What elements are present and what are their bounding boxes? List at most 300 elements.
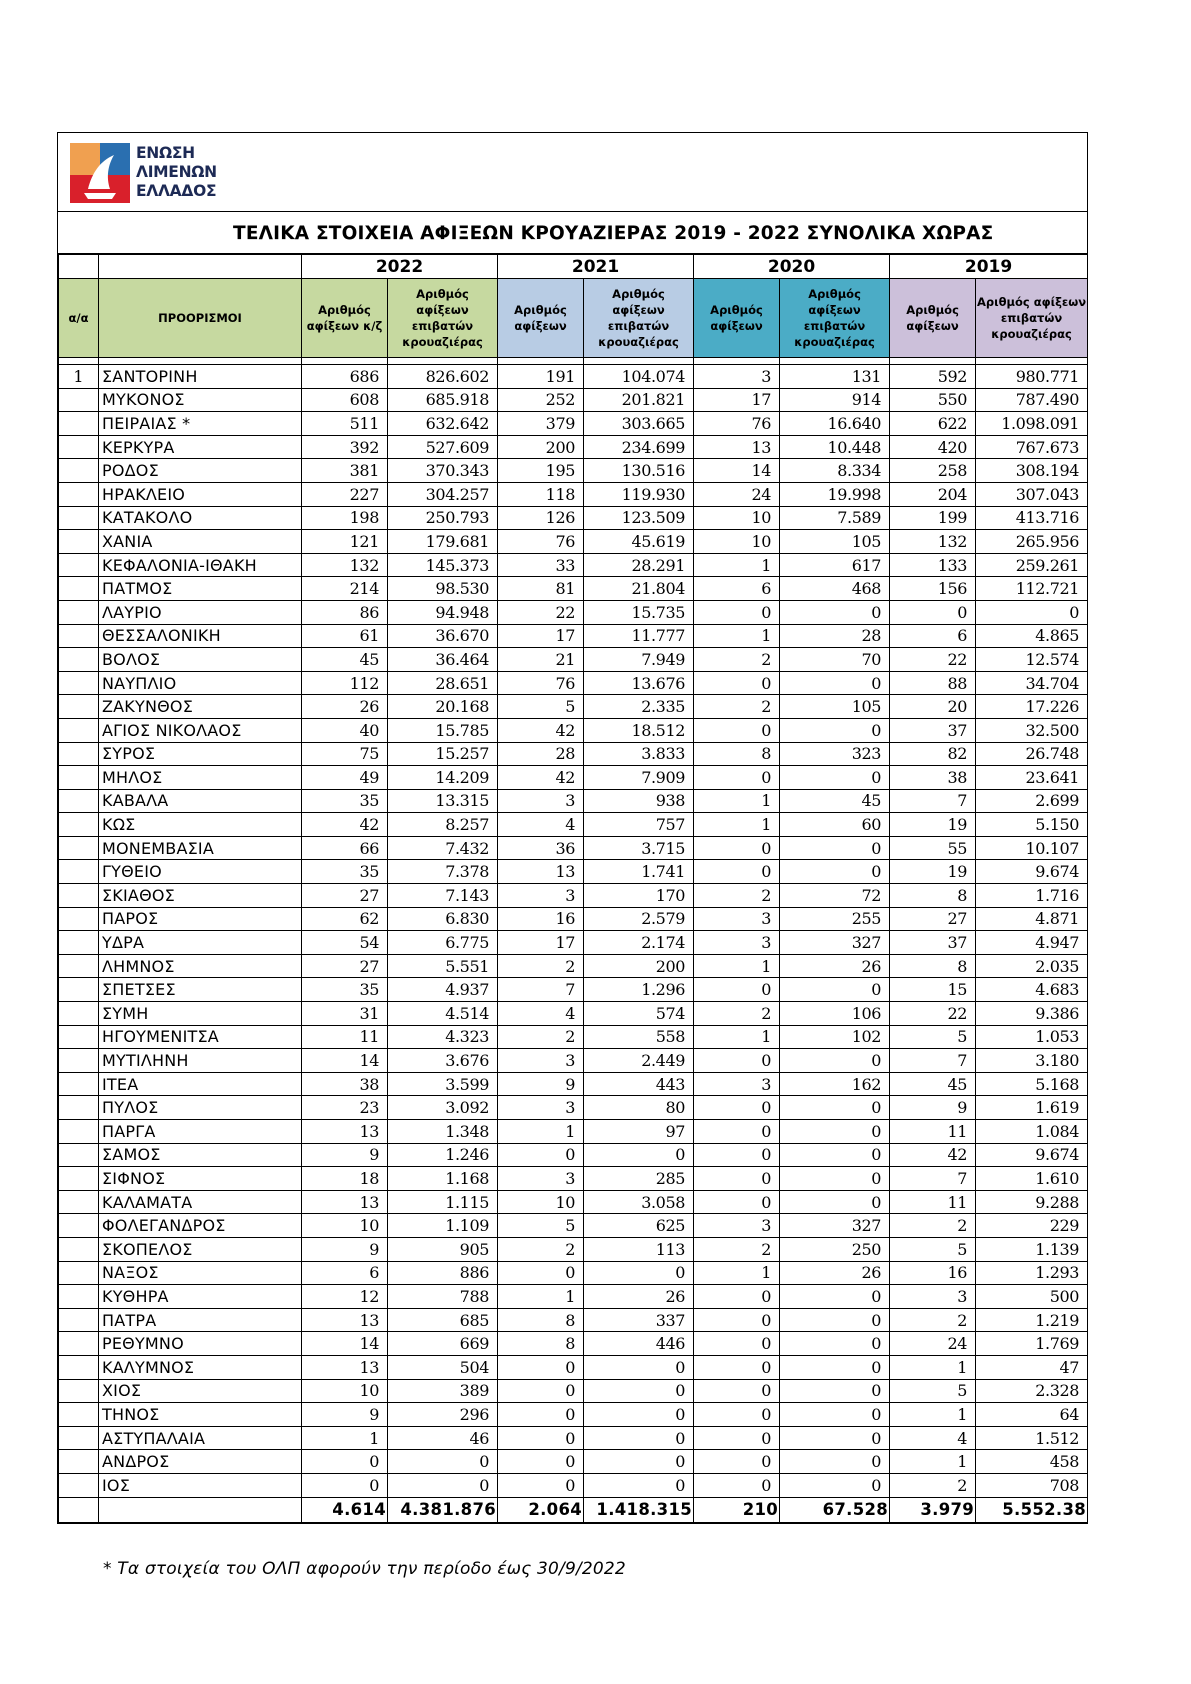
value-cell: 40 <box>302 718 388 742</box>
table-row <box>59 860 1088 884</box>
value-cell: 76 <box>694 412 780 436</box>
value-cell: 379 <box>498 412 584 436</box>
table-row <box>59 954 1088 978</box>
value-cell: 33 <box>498 553 584 577</box>
value-cell: 1 <box>302 1426 388 1450</box>
value-cell: 0 <box>780 671 890 695</box>
value-cell: 15.257 <box>388 742 498 766</box>
row-index <box>59 435 99 459</box>
value-cell: 0 <box>388 1473 498 1497</box>
value-cell: 1 <box>694 1025 780 1049</box>
value-cell: 198 <box>302 506 388 530</box>
row-index <box>59 1332 99 1356</box>
destination-name: ΑΝΔΡΟΣ <box>99 1450 302 1474</box>
value-cell: 42 <box>498 766 584 790</box>
value-cell: 97 <box>584 1120 694 1144</box>
value-cell: 2.035 <box>976 954 1088 978</box>
value-cell: 2.449 <box>584 1049 694 1073</box>
value-cell: 31 <box>302 1002 388 1026</box>
value-cell: 179.681 <box>388 530 498 554</box>
value-cell: 0 <box>694 860 780 884</box>
value-cell: 527.609 <box>388 435 498 459</box>
value-cell: 10 <box>302 1214 388 1238</box>
value-cell: 1.293 <box>976 1261 1088 1285</box>
value-cell: 1.348 <box>388 1120 498 1144</box>
value-cell: 1.741 <box>584 860 694 884</box>
total-cell: 4.381.876 <box>388 1497 498 1522</box>
table-row <box>59 1403 1088 1427</box>
total-cell: 5.552.38 <box>976 1497 1088 1522</box>
destination-name: ΣΑΝΤΟΡΙΝΗ <box>99 365 302 389</box>
value-cell: 121 <box>302 530 388 554</box>
row-index <box>59 530 99 554</box>
table-row <box>59 1332 1088 1356</box>
destination-name: ΚΕΦΑΛΟΝΙΑ-ΙΘΑΚΗ <box>99 553 302 577</box>
value-cell: 88 <box>890 671 976 695</box>
row-index <box>59 459 99 483</box>
value-cell: 14.209 <box>388 766 498 790</box>
table-row <box>59 1167 1088 1191</box>
row-index <box>59 1426 99 1450</box>
value-cell: 38 <box>890 766 976 790</box>
value-cell: 10 <box>694 530 780 554</box>
value-cell: 105 <box>780 695 890 719</box>
destination-name: ΠΕΙΡΑΙΑΣ * <box>99 412 302 436</box>
value-cell: 82 <box>890 742 976 766</box>
value-cell: 1 <box>890 1355 976 1379</box>
value-cell: 98.530 <box>388 577 498 601</box>
logo-text <box>136 144 217 201</box>
value-cell: 1 <box>694 954 780 978</box>
value-cell: 9 <box>302 1403 388 1427</box>
blank-cell <box>59 255 99 279</box>
value-cell: 112.721 <box>976 577 1088 601</box>
totals-row <box>59 1497 1088 1522</box>
value-cell: 61 <box>302 624 388 648</box>
table-row <box>59 978 1088 1002</box>
value-cell: 119.930 <box>584 482 694 506</box>
destination-name: ΗΡΑΚΛΕΙΟ <box>99 482 302 506</box>
value-cell: 250 <box>780 1237 890 1261</box>
destination-name: ΜΗΛΟΣ <box>99 766 302 790</box>
table-row <box>59 1072 1088 1096</box>
value-cell: 123.509 <box>584 506 694 530</box>
value-cell: 0 <box>694 1332 780 1356</box>
value-cell: 9 <box>498 1072 584 1096</box>
value-cell: 9.674 <box>976 1143 1088 1167</box>
table-row <box>59 506 1088 530</box>
table-row <box>59 1450 1088 1474</box>
destination-name: ΜΥΤΙΛΗΝΗ <box>99 1049 302 1073</box>
value-cell: 47 <box>976 1355 1088 1379</box>
value-cell: 7.143 <box>388 884 498 908</box>
value-cell: 3.676 <box>388 1049 498 1073</box>
value-cell: 0 <box>890 600 976 624</box>
value-cell: 5.551 <box>388 954 498 978</box>
value-cell: 0 <box>694 1379 780 1403</box>
value-cell: 0 <box>694 718 780 742</box>
destination-name: ΚΑΤΑΚΟΛΟ <box>99 506 302 530</box>
value-cell: 37 <box>890 718 976 742</box>
value-cell: 443 <box>584 1072 694 1096</box>
value-cell: 15.735 <box>584 600 694 624</box>
value-cell: 1 <box>890 1450 976 1474</box>
value-cell: 622 <box>890 412 976 436</box>
table-row <box>59 1308 1088 1332</box>
value-cell: 15.785 <box>388 718 498 742</box>
header-arrivals-2021: Αριθμός αφίξεων <box>498 279 584 358</box>
value-cell: 0 <box>694 1450 780 1474</box>
value-cell: 308.194 <box>976 459 1088 483</box>
value-cell: 0 <box>584 1355 694 1379</box>
value-cell: 708 <box>976 1473 1088 1497</box>
value-cell: 54 <box>302 931 388 955</box>
value-cell: 0 <box>584 1403 694 1427</box>
header-passengers-2019: Αριθμός αφίξεων επιβατών κρουαζιέρας <box>976 279 1088 358</box>
value-cell: 4.871 <box>976 907 1088 931</box>
value-cell: 0 <box>498 1143 584 1167</box>
value-cell: 1.296 <box>584 978 694 1002</box>
value-cell: 35 <box>302 860 388 884</box>
total-cell: 67.528 <box>780 1497 890 1522</box>
value-cell: 1 <box>694 813 780 837</box>
destination-name: ΣΚΙΑΘΟΣ <box>99 884 302 908</box>
value-cell: 0 <box>694 1143 780 1167</box>
destination-name: ΦΟΛΕΓΑΝΔΡΟΣ <box>99 1214 302 1238</box>
table-row <box>59 1285 1088 1309</box>
value-cell: 130.516 <box>584 459 694 483</box>
value-cell: 632.642 <box>388 412 498 436</box>
row-index <box>59 695 99 719</box>
value-cell: 0 <box>694 1167 780 1191</box>
value-cell: 42 <box>498 718 584 742</box>
value-cell: 8 <box>498 1332 584 1356</box>
row-index <box>59 388 99 412</box>
header-arrivals-2022: Αριθμός αφίξεων κ/ζ <box>302 279 388 358</box>
value-cell: 3.833 <box>584 742 694 766</box>
value-cell: 4 <box>890 1426 976 1450</box>
value-cell: 200 <box>584 954 694 978</box>
value-cell: 446 <box>584 1332 694 1356</box>
row-index <box>59 1473 99 1497</box>
value-cell: 0 <box>780 600 890 624</box>
value-cell: 0 <box>780 1355 890 1379</box>
value-cell: 35 <box>302 978 388 1002</box>
value-cell: 27 <box>302 884 388 908</box>
value-cell: 370.343 <box>388 459 498 483</box>
destination-name: ΝΑΥΠΛΙΟ <box>99 671 302 695</box>
row-index <box>59 1025 99 1049</box>
value-cell: 201.821 <box>584 388 694 412</box>
title-row <box>58 212 1087 254</box>
table-row <box>59 884 1088 908</box>
value-cell: 86 <box>302 600 388 624</box>
ports-union-logo <box>70 143 130 203</box>
page-title: ΤΕΛΙΚΑ ΣΤΟΙΧΕΙΑ ΑΦΙΞΕΩΝ ΚΡΟΥΑΖΙΕΡΑΣ 2019 - 2022 ΣΥΝΟΛΙΚΑ ΧΩΡΑΣ <box>233 223 994 244</box>
value-cell: 10.448 <box>780 435 890 459</box>
table-row <box>59 907 1088 931</box>
value-cell: 49 <box>302 766 388 790</box>
value-cell: 80 <box>584 1096 694 1120</box>
value-cell: 16 <box>498 907 584 931</box>
value-cell: 9 <box>302 1237 388 1261</box>
destination-name: ΚΑΒΑΛΑ <box>99 789 302 813</box>
value-cell: 4 <box>498 1002 584 1026</box>
value-cell: 914 <box>780 388 890 412</box>
value-cell: 27 <box>890 907 976 931</box>
row-index <box>59 1190 99 1214</box>
row-index <box>59 1379 99 1403</box>
value-cell: 22 <box>890 1002 976 1026</box>
value-cell: 1.219 <box>976 1308 1088 1332</box>
value-cell: 1.769 <box>976 1332 1088 1356</box>
value-cell: 22 <box>498 600 584 624</box>
value-cell: 0 <box>694 671 780 695</box>
value-cell: 2.579 <box>584 907 694 931</box>
value-cell: 132 <box>302 553 388 577</box>
value-cell: 685.918 <box>388 388 498 412</box>
value-cell: 70 <box>780 648 890 672</box>
logo-header <box>58 133 1087 212</box>
row-index <box>59 931 99 955</box>
value-cell: 686 <box>302 365 388 389</box>
value-cell: 3 <box>694 907 780 931</box>
value-cell: 18.512 <box>584 718 694 742</box>
row-index <box>59 1285 99 1309</box>
value-cell: 4.937 <box>388 978 498 1002</box>
value-cell: 11.777 <box>584 624 694 648</box>
value-cell: 6.775 <box>388 931 498 955</box>
value-cell: 757 <box>584 813 694 837</box>
value-cell: 2 <box>694 648 780 672</box>
value-cell: 66 <box>302 836 388 860</box>
value-cell: 8 <box>890 954 976 978</box>
value-cell: 0 <box>498 1355 584 1379</box>
value-cell: 0 <box>498 1403 584 1427</box>
table-row <box>59 742 1088 766</box>
value-cell: 23.641 <box>976 766 1088 790</box>
value-cell: 608 <box>302 388 388 412</box>
destination-name: ΚΑΛΑΜΑΤΑ <box>99 1190 302 1214</box>
value-cell: 0 <box>780 978 890 1002</box>
value-cell: 0 <box>780 1450 890 1474</box>
value-cell: 94.948 <box>388 600 498 624</box>
value-cell: 787.490 <box>976 388 1088 412</box>
value-cell: 0 <box>780 1096 890 1120</box>
value-cell: 2 <box>694 1002 780 1026</box>
table-row <box>59 766 1088 790</box>
value-cell: 42 <box>302 813 388 837</box>
destination-name: ΠΑΤΡΑ <box>99 1308 302 1332</box>
row-index <box>59 907 99 931</box>
value-cell: 2.174 <box>584 931 694 955</box>
value-cell: 21.804 <box>584 577 694 601</box>
value-cell: 13 <box>302 1190 388 1214</box>
value-cell: 19 <box>890 813 976 837</box>
value-cell: 1.246 <box>388 1143 498 1167</box>
value-cell: 1 <box>694 553 780 577</box>
row-index <box>59 577 99 601</box>
value-cell: 17 <box>498 931 584 955</box>
value-cell: 0 <box>584 1426 694 1450</box>
destination-name: ΜΟΝΕΜΒΑΣΙΑ <box>99 836 302 860</box>
row-index <box>59 742 99 766</box>
value-cell: 14 <box>302 1049 388 1073</box>
value-cell: 413.716 <box>976 506 1088 530</box>
table-row <box>59 695 1088 719</box>
value-cell: 3.715 <box>584 836 694 860</box>
blank-cell <box>99 1497 302 1522</box>
value-cell: 252 <box>498 388 584 412</box>
table-row <box>59 388 1088 412</box>
table-row <box>59 1002 1088 1026</box>
value-cell: 0 <box>302 1450 388 1474</box>
value-cell: 46 <box>388 1426 498 1450</box>
value-cell: 0 <box>780 836 890 860</box>
table-row <box>59 1261 1088 1285</box>
value-cell: 5.150 <box>976 813 1088 837</box>
table-row <box>59 813 1088 837</box>
value-cell: 0 <box>780 1120 890 1144</box>
value-cell: 0 <box>584 1379 694 1403</box>
blank-cell <box>59 1497 99 1522</box>
value-cell: 37 <box>890 931 976 955</box>
value-cell: 7 <box>498 978 584 1002</box>
value-cell: 5 <box>498 1214 584 1238</box>
value-cell: 16 <box>890 1261 976 1285</box>
table-row <box>59 671 1088 695</box>
value-cell: 156 <box>890 577 976 601</box>
value-cell: 10 <box>498 1190 584 1214</box>
value-cell: 0 <box>780 1285 890 1309</box>
destination-name: ΙΟΣ <box>99 1473 302 1497</box>
value-cell: 4 <box>498 813 584 837</box>
value-cell: 265.956 <box>976 530 1088 554</box>
total-cell: 4.614 <box>302 1497 388 1522</box>
row-index <box>59 1237 99 1261</box>
value-cell: 11 <box>890 1120 976 1144</box>
value-cell: 22 <box>890 648 976 672</box>
value-cell: 19 <box>890 860 976 884</box>
value-cell: 13 <box>498 860 584 884</box>
value-cell: 9.674 <box>976 860 1088 884</box>
table-row <box>59 577 1088 601</box>
value-cell: 0 <box>780 718 890 742</box>
header-passengers-2021: Αριθμός αφίξεων επιβατών κρουαζιέρας <box>584 279 694 358</box>
table-row <box>59 1355 1088 1379</box>
value-cell: 13 <box>694 435 780 459</box>
value-cell: 574 <box>584 1002 694 1026</box>
value-cell: 2 <box>694 884 780 908</box>
table-row <box>59 600 1088 624</box>
value-cell: 7 <box>890 1167 976 1191</box>
value-cell: 204 <box>890 482 976 506</box>
logo-line2: ΛΙΜΕΝΩΝ <box>136 163 217 181</box>
value-cell: 200 <box>498 435 584 459</box>
header-arrivals-2019: Αριθμός αφίξεων <box>890 279 976 358</box>
value-cell: 17 <box>694 388 780 412</box>
value-cell: 1.109 <box>388 1214 498 1238</box>
row-index <box>59 1002 99 1026</box>
value-cell: 420 <box>890 435 976 459</box>
value-cell: 0 <box>780 766 890 790</box>
value-cell: 131 <box>780 365 890 389</box>
destination-name: ΘΕΣΣΑΛΟΝΙΚΗ <box>99 624 302 648</box>
value-cell: 550 <box>890 388 976 412</box>
row-index <box>59 671 99 695</box>
value-cell: 34.704 <box>976 671 1088 695</box>
value-cell: 13 <box>302 1120 388 1144</box>
table-body <box>59 358 1088 1523</box>
value-cell: 0 <box>780 1308 890 1332</box>
value-cell: 106 <box>780 1002 890 1026</box>
value-cell: 36 <box>498 836 584 860</box>
row-index <box>59 1450 99 1474</box>
value-cell: 8 <box>498 1308 584 1332</box>
value-cell: 0 <box>694 1049 780 1073</box>
spacer-row <box>59 358 1088 365</box>
value-cell: 0 <box>780 1403 890 1427</box>
value-cell: 285 <box>584 1167 694 1191</box>
row-index <box>59 600 99 624</box>
value-cell: 3 <box>498 1096 584 1120</box>
value-cell: 195 <box>498 459 584 483</box>
destination-name: ΧΑΝΙΑ <box>99 530 302 554</box>
value-cell: 75 <box>302 742 388 766</box>
value-cell: 3.599 <box>388 1072 498 1096</box>
value-cell: 35 <box>302 789 388 813</box>
row-index <box>59 1403 99 1427</box>
value-cell: 6 <box>694 577 780 601</box>
value-cell: 229 <box>976 1214 1088 1238</box>
value-cell: 38 <box>302 1072 388 1096</box>
value-cell: 826.602 <box>388 365 498 389</box>
value-cell: 28.651 <box>388 671 498 695</box>
value-cell: 0 <box>584 1450 694 1474</box>
destination-name: ΑΓΙΟΣ ΝΙΚΟΛΑΟΣ <box>99 718 302 742</box>
year-2019: 2019 <box>890 255 1088 279</box>
value-cell: 2 <box>890 1214 976 1238</box>
value-cell: 8 <box>694 742 780 766</box>
row-index <box>59 506 99 530</box>
value-cell: 255 <box>780 907 890 931</box>
value-cell: 3 <box>694 931 780 955</box>
value-cell: 0 <box>584 1261 694 1285</box>
value-cell: 26 <box>780 954 890 978</box>
row-index <box>59 412 99 436</box>
value-cell: 3.058 <box>584 1190 694 1214</box>
value-cell: 227 <box>302 482 388 506</box>
value-cell: 6 <box>302 1261 388 1285</box>
value-cell: 905 <box>388 1237 498 1261</box>
row-index <box>59 836 99 860</box>
row-index <box>59 978 99 1002</box>
destination-name: ΣΥΡΟΣ <box>99 742 302 766</box>
destination-name: ΠΑΡΟΣ <box>99 907 302 931</box>
value-cell: 7.432 <box>388 836 498 860</box>
table-row <box>59 1214 1088 1238</box>
value-cell: 886 <box>388 1261 498 1285</box>
row-index <box>59 1143 99 1167</box>
row-index <box>59 813 99 837</box>
value-cell: 118 <box>498 482 584 506</box>
value-cell: 0 <box>694 1403 780 1427</box>
header-passengers-2020: Αριθμός αφίξεων επιβατών κρουαζιέρας <box>780 279 890 358</box>
value-cell: 81 <box>498 577 584 601</box>
value-cell: 24 <box>890 1332 976 1356</box>
value-cell: 9.288 <box>976 1190 1088 1214</box>
destination-name: ΡΟΔΟΣ <box>99 459 302 483</box>
